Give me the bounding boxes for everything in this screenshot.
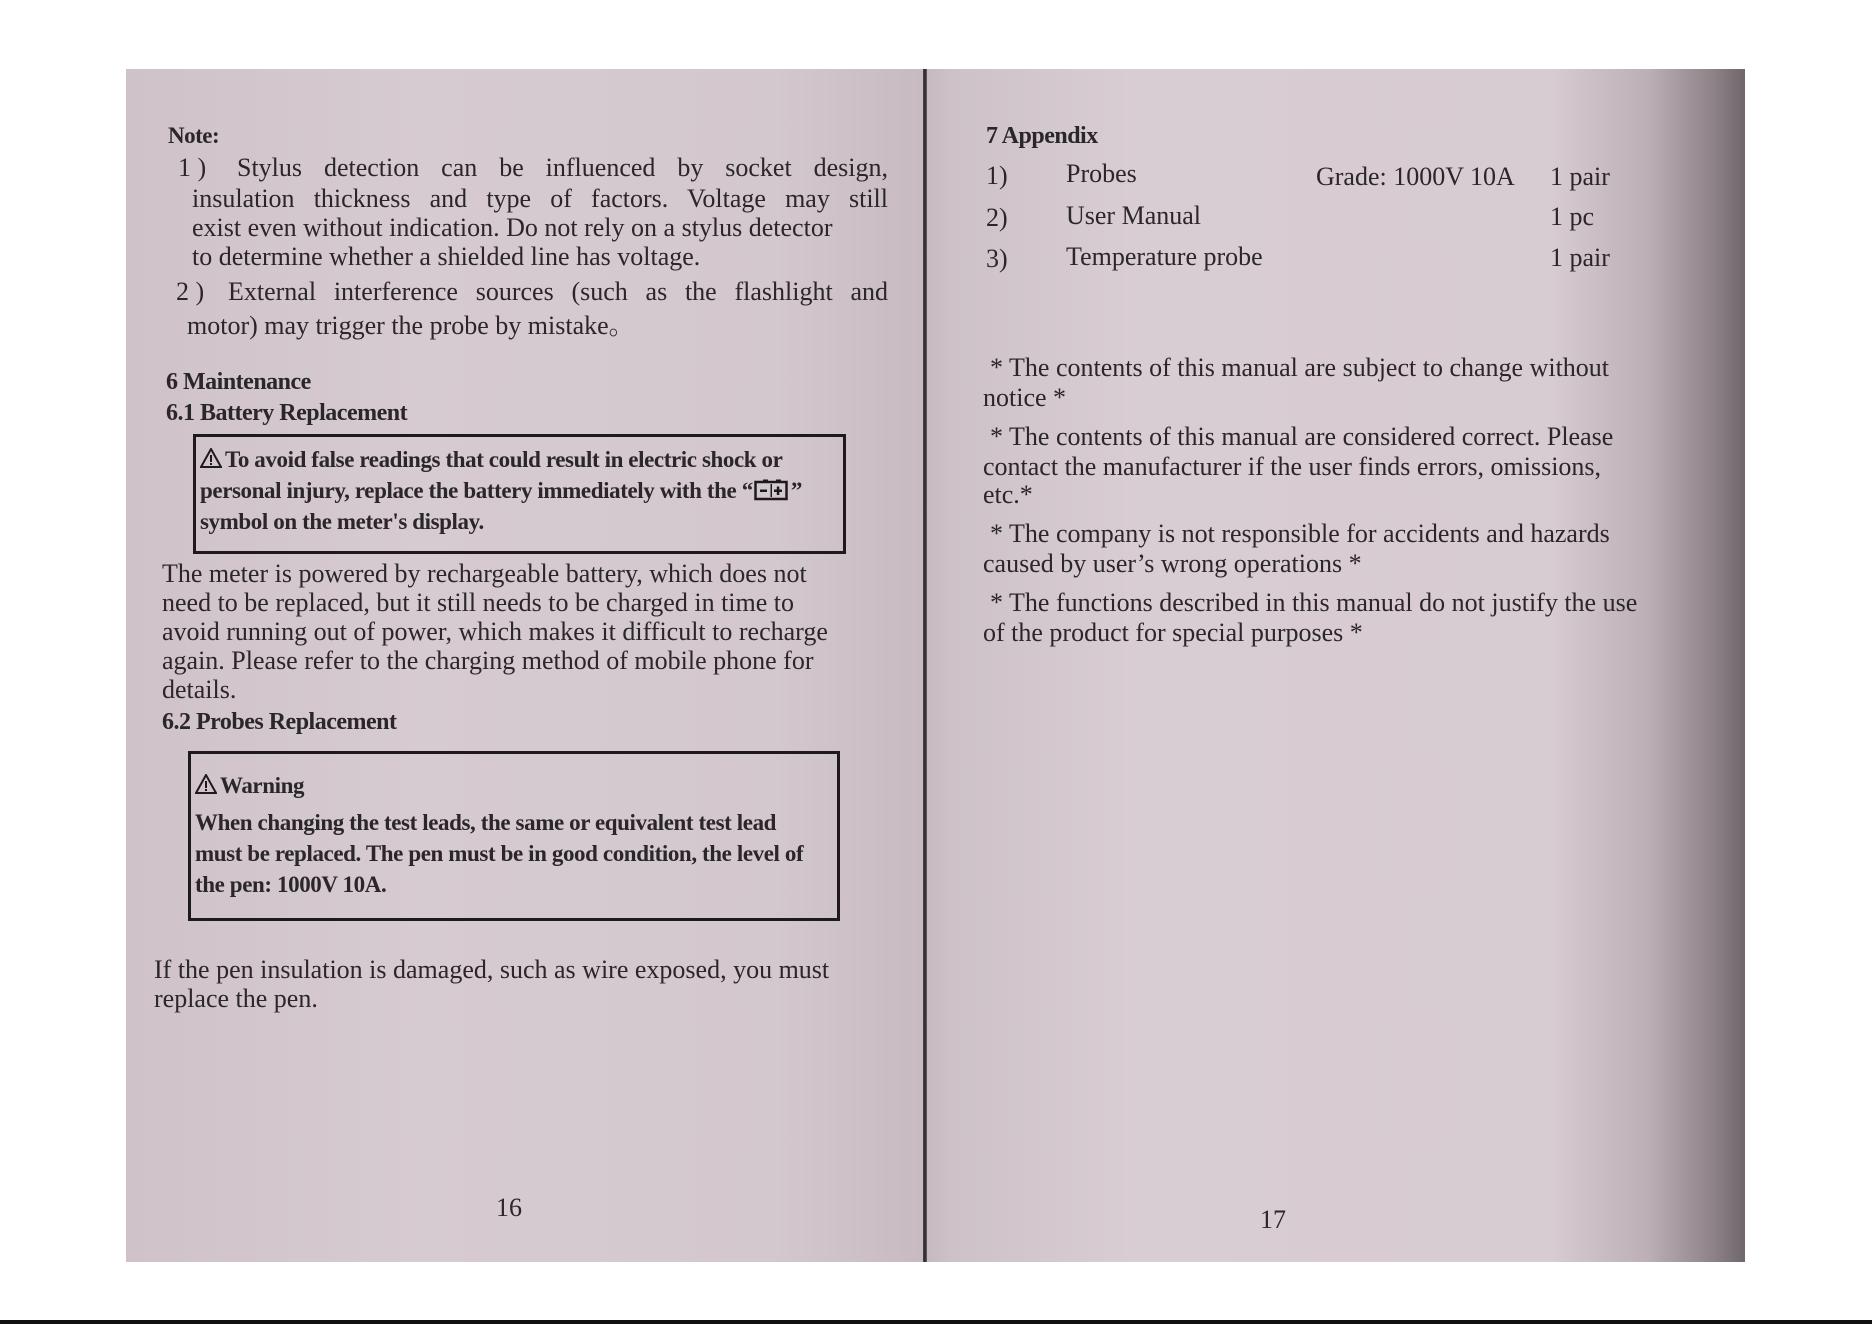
battery-warning-line-2 bbox=[200, 475, 843, 506]
page-number-left: 16 bbox=[496, 1193, 522, 1222]
appendix-item-1-qty: 1 pair bbox=[1550, 162, 1610, 191]
appendix-item-3-name: Temperature probe bbox=[1066, 242, 1263, 271]
note-1-line-3: exist even without indication. Do not rely on a stylus detector bbox=[192, 213, 833, 242]
appendix-item-2-num: 2) bbox=[986, 203, 1008, 232]
battery-para-line-1: The meter is powered by rechargeable battery, which does not bbox=[162, 559, 807, 588]
section-6-1-title: 6.1 Battery Replacement bbox=[166, 400, 408, 426]
probe-warning-title-row bbox=[195, 770, 837, 801]
battery-para-line-3: avoid running out of power, which makes it difficult to recharge bbox=[162, 617, 828, 646]
warning-triangle-icon bbox=[195, 774, 217, 794]
note-1-line-4: to determine whether a shielded line has voltage. bbox=[192, 242, 701, 271]
appendix-item-2-qty: 1 pc bbox=[1550, 202, 1595, 231]
battery-para-line-5: details. bbox=[162, 675, 237, 704]
appendix-item-1-grade: Grade: 1000V 10A bbox=[1316, 162, 1515, 191]
probe-warning-line-2: must be replaced. The pen must be in good condition, the level of bbox=[195, 841, 804, 866]
left-page bbox=[126, 69, 923, 1262]
probe-para-line-1: If the pen insulation is damaged, such as wire exposed, you must bbox=[154, 955, 830, 984]
notice-2-line-2: contact the manufacturer if the user finds errors, omissions, bbox=[983, 452, 1602, 481]
appendix-item-1-num: 1) bbox=[986, 161, 1008, 190]
note-1-line-1: Stylus detection can be influenced by socket design, bbox=[237, 153, 888, 182]
section-6-2-title: 6.2 Probes Replacement bbox=[162, 709, 397, 735]
note-1-label: 1 ) bbox=[178, 153, 207, 182]
notice-1-line-1: * The contents of this manual are subject to change without bbox=[990, 353, 1610, 382]
appendix-item-1-name: Probes bbox=[1066, 159, 1137, 188]
notice-4-line-2: of the product for special purposes * bbox=[983, 618, 1363, 647]
appendix-item-3-num: 3) bbox=[986, 244, 1008, 273]
right-page bbox=[927, 69, 1745, 1262]
battery-warning-line-1 bbox=[200, 444, 843, 475]
section-6-title: 6 Maintenance bbox=[166, 369, 311, 395]
notice-2-line-1: * The contents of this manual are considered correct. Please bbox=[990, 422, 1614, 451]
note-2-line-1: External interference sources (such as the flashlight and bbox=[228, 277, 888, 306]
probe-para-line-2: replace the pen. bbox=[154, 984, 318, 1013]
battery-warning-box bbox=[193, 434, 846, 554]
note-2-line-2: motor) may trigger the probe by mistake。 bbox=[187, 311, 635, 340]
note-2-label: 2 ) bbox=[176, 277, 205, 306]
note-1-line-2: insulation thickness and type of factors. Voltage may still bbox=[192, 184, 888, 213]
battery-warning-text-2: personal injury, replace the battery immediately with the “ bbox=[200, 478, 753, 503]
appendix-item-2-name: User Manual bbox=[1066, 201, 1202, 230]
battery-warning-line-3: symbol on the meter's display. bbox=[200, 509, 484, 534]
probe-warning-box bbox=[188, 751, 840, 921]
probe-warning-title: Warning bbox=[220, 773, 305, 798]
notice-3-line-1: * The company is not responsible for accidents and hazards bbox=[990, 519, 1610, 548]
notice-4-line-1: * The functions described in this manual do not justify the use bbox=[990, 588, 1638, 617]
notice-2-line-3: etc.* bbox=[983, 480, 1033, 509]
notice-3-line-2: caused by user’s wrong operations * bbox=[983, 549, 1362, 578]
manual-spread bbox=[126, 69, 1745, 1262]
battery-para-line-2: need to be replaced, but it still needs to be charged in time to bbox=[162, 588, 794, 617]
battery-warning-text-1: To avoid false readings that could result in electric shock or bbox=[225, 447, 783, 472]
section-7-title: 7 Appendix bbox=[986, 123, 1098, 149]
notice-1-line-2: notice * bbox=[983, 383, 1067, 412]
warning-triangle-icon bbox=[200, 448, 222, 468]
battery-warning-quote-close: ” bbox=[790, 478, 802, 503]
appendix-item-3-qty: 1 pair bbox=[1550, 243, 1610, 272]
probe-warning-line-1: When changing the test leads, the same or equivalent test lead bbox=[195, 810, 777, 835]
page-number-right: 17 bbox=[1260, 1205, 1286, 1234]
battery-icon bbox=[754, 479, 790, 501]
probe-warning-line-3: the pen: 1000V 10A. bbox=[195, 872, 387, 897]
bottom-edge-bar bbox=[0, 1320, 1872, 1324]
battery-para-line-4: again. Please refer to the charging method of mobile phone for bbox=[162, 646, 814, 675]
note-title: Note: bbox=[168, 123, 220, 148]
